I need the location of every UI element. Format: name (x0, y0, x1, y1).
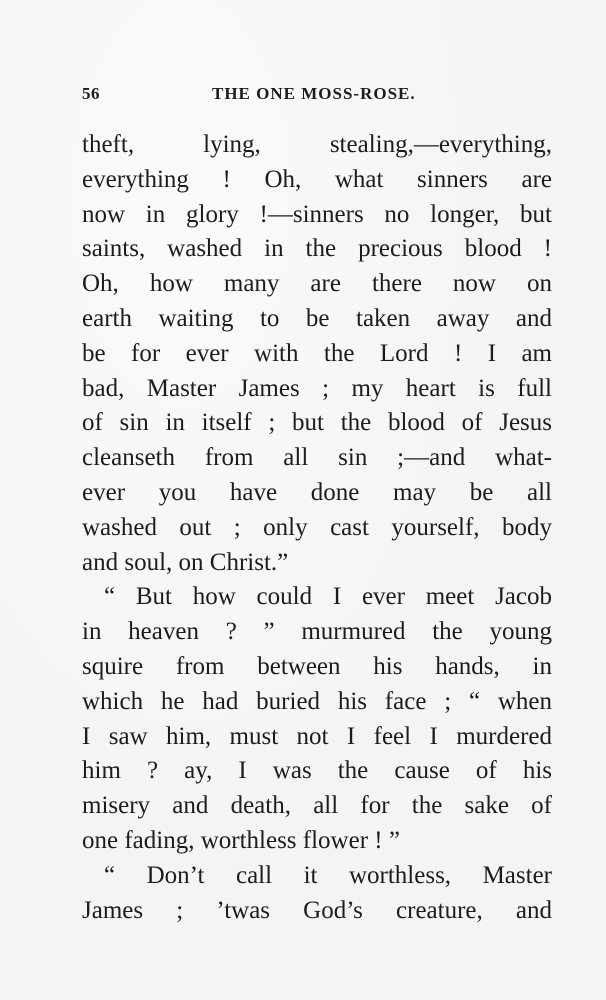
page-number: 56 (82, 84, 100, 103)
text-line: “ Don’t call it worthless, Master (104, 861, 552, 889)
text-line: ever you have done may be all (82, 478, 552, 506)
page-header (82, 84, 552, 108)
text-line: bad, Master James ; my heart is full (82, 374, 552, 402)
text-line: theft, lying, stealing,—everything, (82, 131, 552, 158)
body-text (82, 128, 552, 928)
text-line: of sin in itself ; but the blood of Jesus (82, 409, 552, 437)
text-line: everything ! Oh, what sinners are (82, 165, 552, 193)
text-line: in heaven ? ” murmured the young (82, 618, 552, 646)
text-line: cleanseth from all sin ;—and what- (82, 444, 552, 472)
text-line: washed out ; only cast yourself, body (82, 513, 552, 541)
text-line: saints, washed in the precious blood ! (82, 235, 552, 263)
text-line: which he had buried his face ; “ when (82, 687, 552, 715)
text-line: “ But how could I ever meet Jacob (104, 583, 552, 611)
text-line: now in glory !—sinners no longer, but (82, 200, 552, 228)
text-line: James ; ’twas God’s creature, and (82, 896, 552, 924)
text-line: misery and death, all for the sake of (82, 792, 552, 820)
text-line: him ? ay, I was the cause of his (82, 757, 552, 785)
running-head: THE ONE MOSS-ROSE. (212, 84, 416, 103)
text-line: earth waiting to be taken away and (82, 304, 552, 332)
text-line: squire from between his hands, in (82, 652, 552, 680)
text-line: Oh, how many are there now on (82, 270, 552, 298)
text-line: be for ever with the Lord ! I am (82, 339, 552, 367)
text-line: one fading, worthless flower ! ” (82, 826, 400, 854)
text-line: and soul, on Christ.” (82, 548, 289, 576)
text-line: I saw him, must not I feel I murdered (82, 722, 552, 750)
